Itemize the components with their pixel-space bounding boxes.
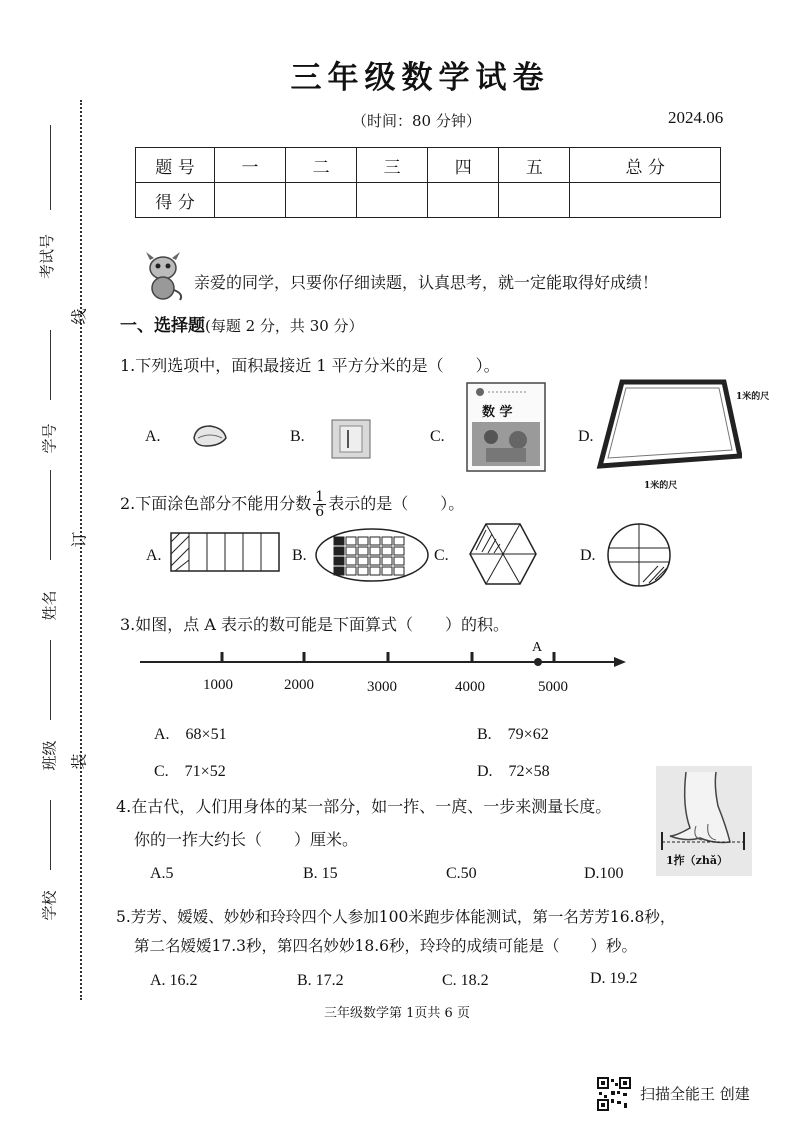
score-table bbox=[135, 147, 721, 218]
score-header-cell: 四 bbox=[428, 148, 499, 183]
question-5-line-2: 第二名嫒嫒17.3秒，第四名妙妙18.6秒，玲玲的成绩可能是（ ）秒。 bbox=[134, 937, 638, 955]
score-cell[interactable] bbox=[286, 183, 357, 218]
section-heading: 一、选择题 bbox=[120, 316, 205, 336]
q3-option-c[interactable]: C. 71×52 bbox=[154, 763, 226, 780]
tick-label-1000: 1000 bbox=[203, 677, 233, 693]
ruler-label-right: 1米的尺 bbox=[736, 392, 770, 402]
score-cell[interactable] bbox=[428, 183, 499, 218]
scanner-watermark: 扫描全能王 创建 bbox=[640, 1085, 750, 1103]
school-blank bbox=[50, 800, 51, 870]
fraction-one-sixth bbox=[313, 490, 326, 519]
score-row-label: 得 分 bbox=[136, 183, 215, 218]
exam-number-label: 考试号 bbox=[38, 233, 57, 280]
score-cell[interactable] bbox=[357, 183, 428, 218]
tick-label-5000: 5000 bbox=[538, 679, 568, 695]
intro-message: 亲爱的同学，只要你仔细读题，认真思考，就一定能取得好成绩！ bbox=[194, 273, 659, 292]
tick-label-4000: 4000 bbox=[455, 679, 485, 695]
exam-date: 2024.06 bbox=[668, 108, 724, 127]
hexagon-icon bbox=[468, 522, 538, 586]
student-id-blank bbox=[50, 330, 51, 400]
q2-option-a-label[interactable]: A. bbox=[146, 547, 162, 564]
shaded-strip-icon bbox=[170, 532, 280, 572]
fraction-numerator: 1 bbox=[315, 489, 325, 505]
score-header-cell: 二 bbox=[286, 148, 357, 183]
q2-option-b-label[interactable]: B. bbox=[292, 547, 307, 564]
page-footer: 三年级数学第 1页共 6 页 bbox=[324, 1006, 470, 1021]
question-2 bbox=[120, 490, 464, 519]
student-id-label: 学号 bbox=[40, 423, 59, 454]
circle-divided-icon bbox=[606, 522, 672, 588]
q3-option-b[interactable]: B. 79×62 bbox=[477, 726, 549, 743]
fraction-denominator: 6 bbox=[315, 504, 325, 520]
school-label: 学校 bbox=[40, 890, 59, 921]
q2-option-c-label[interactable]: C. bbox=[434, 547, 449, 564]
score-header-cell: 题 号 bbox=[136, 148, 215, 183]
question-4-line-1: 4.在古代，人们用身体的某一部分，如一拃、一庹、一步来测量长度。 bbox=[116, 797, 612, 816]
section-title bbox=[120, 311, 364, 336]
question-5-line-1: 5.芳芳、嫒嫒、妙妙和玲玲四个人参加100米跑步体能测试，第一名芳芳16.8秒， bbox=[116, 908, 676, 926]
tick-label-3000: 3000 bbox=[367, 679, 397, 695]
binding-char-install: 装 bbox=[69, 753, 89, 770]
q4-option-b[interactable]: B. 15 bbox=[303, 865, 338, 882]
book-title: 数 学 bbox=[482, 405, 513, 420]
q2-text-after: 表示的是（ ）。 bbox=[328, 494, 465, 513]
name-blank bbox=[50, 470, 51, 560]
ruler-label-bottom: 1米的尺 bbox=[644, 481, 678, 491]
q3-option-d[interactable]: D. 72×58 bbox=[477, 763, 550, 780]
question-1: 1.下列选项中，面积最接近 1 平方分米的是（ ）。 bbox=[120, 356, 500, 375]
q4-option-d[interactable]: D.100 bbox=[584, 865, 624, 882]
q1-option-c-label[interactable]: C. bbox=[430, 428, 445, 445]
point-a-marker bbox=[534, 658, 542, 666]
dragon-mascot-icon bbox=[140, 250, 186, 302]
stamp-square-icon bbox=[330, 418, 372, 460]
score-cell[interactable] bbox=[499, 183, 570, 218]
question-3: 3.如图，点 A 表示的数可能是下面算式（ ）的积。 bbox=[120, 615, 509, 634]
q1-option-d-label[interactable]: D. bbox=[578, 428, 594, 445]
score-header-cell: 一 bbox=[215, 148, 286, 183]
time-limit: （时间：80 分钟） bbox=[352, 112, 481, 130]
score-header-cell: 总 分 bbox=[570, 148, 721, 183]
name-label: 姓名 bbox=[40, 590, 59, 621]
math-book-icon bbox=[466, 382, 546, 472]
q2-option-d-label[interactable]: D. bbox=[580, 547, 596, 564]
binding-dotted-line bbox=[80, 100, 82, 1000]
oval-grid-icon bbox=[314, 527, 430, 583]
q5-option-b[interactable]: B. 17.2 bbox=[297, 972, 344, 989]
point-a-label: A bbox=[532, 640, 543, 655]
exam-number-blank bbox=[50, 125, 51, 210]
q4-option-a[interactable]: A.5 bbox=[150, 865, 174, 882]
binding-char-line: 线 bbox=[69, 308, 89, 325]
ruler-square-icon bbox=[592, 378, 742, 470]
q5-option-c[interactable]: C. 18.2 bbox=[442, 972, 489, 989]
score-header-cell: 三 bbox=[357, 148, 428, 183]
score-cell[interactable] bbox=[570, 183, 721, 218]
qr-code-icon bbox=[597, 1077, 631, 1111]
q3-option-a[interactable]: A. 68×51 bbox=[154, 726, 227, 743]
number-line bbox=[136, 640, 628, 674]
score-cell[interactable] bbox=[215, 183, 286, 218]
binding-char-bind: 订 bbox=[69, 531, 89, 548]
score-header-cell: 五 bbox=[499, 148, 570, 183]
section-note: (每题 2 分，共 30 分） bbox=[205, 317, 364, 335]
question-4-line-2: 你的一拃大约长（ ）厘米。 bbox=[134, 830, 359, 849]
page-title: 三年级数学试卷 bbox=[290, 60, 550, 96]
tick-label-2000: 2000 bbox=[284, 677, 314, 693]
fingernail-icon bbox=[190, 418, 232, 454]
q1-option-a-label[interactable]: A. bbox=[145, 428, 161, 445]
q5-option-d[interactable]: D. 19.2 bbox=[590, 970, 638, 987]
class-blank bbox=[50, 640, 51, 720]
hand-span-label: 1拃（zhǎ） bbox=[666, 854, 729, 867]
class-label: 班级 bbox=[40, 740, 59, 771]
q1-option-b-label[interactable]: B. bbox=[290, 428, 305, 445]
q2-text-before: 2.下面涂色部分不能用分数 bbox=[120, 494, 312, 513]
q5-option-a[interactable]: A. 16.2 bbox=[150, 972, 198, 989]
q4-option-c[interactable]: C.50 bbox=[446, 865, 477, 882]
